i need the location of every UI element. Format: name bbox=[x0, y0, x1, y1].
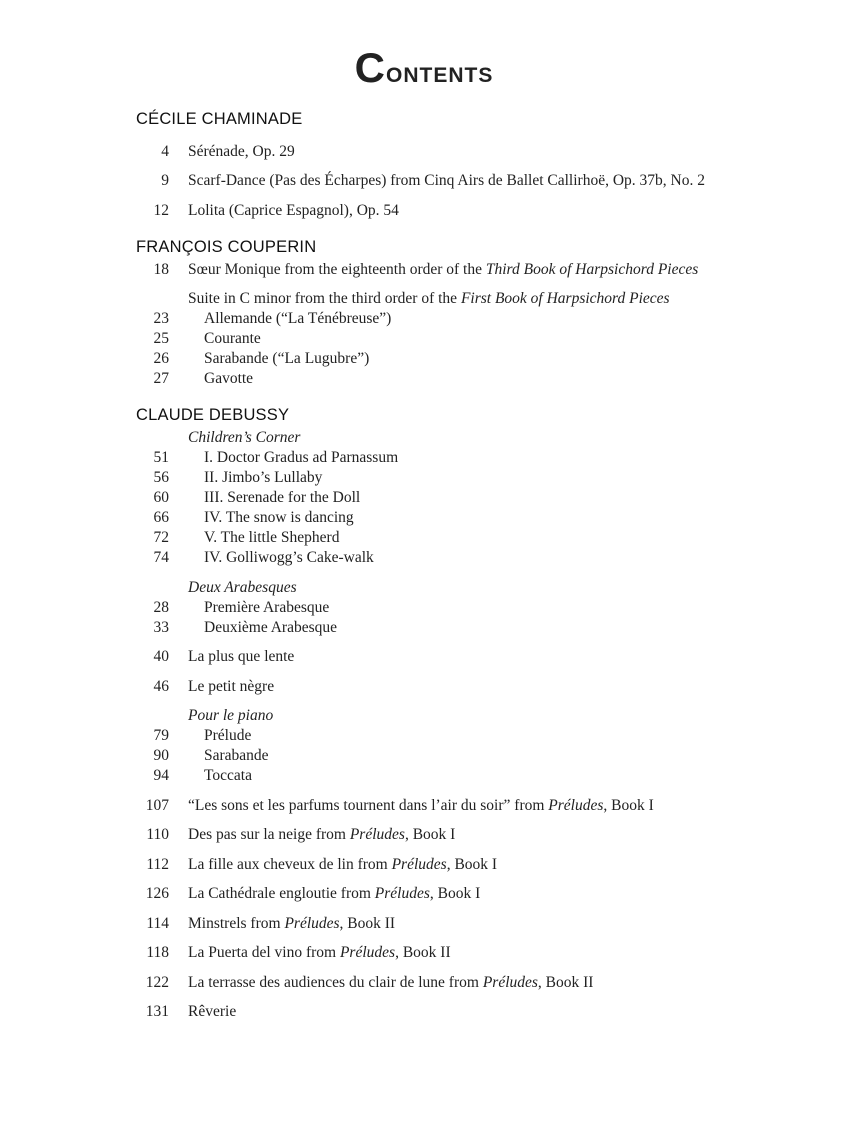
title-initial: C bbox=[354, 44, 386, 92]
entry-title: La fille aux cheveux de lin from Préludes, Book I bbox=[188, 855, 498, 873]
page-number: 40 bbox=[153, 648, 169, 665]
page-number: 18 bbox=[153, 260, 169, 278]
page-number: 66 bbox=[153, 509, 169, 526]
movement-title: Deuxième Arabesque bbox=[204, 618, 337, 636]
toc-movement bbox=[136, 548, 816, 568]
toc-movement bbox=[136, 329, 816, 349]
movement-title: I. Doctor Gradus ad Parnassum bbox=[204, 449, 399, 466]
toc-movement bbox=[136, 746, 816, 766]
page-number: 110 bbox=[146, 826, 169, 843]
toc-entry bbox=[136, 943, 816, 963]
page-title bbox=[0, 44, 848, 92]
entry-title: Suite in C minor from the third order of the First Book of Harpsichord Pieces bbox=[188, 290, 670, 307]
group-title: Pour le piano bbox=[188, 707, 274, 724]
toc-entry bbox=[136, 171, 816, 191]
movement-title: Prélude bbox=[204, 727, 252, 744]
page-number: 72 bbox=[153, 529, 169, 546]
entry-title: Sœur Monique from the eighteenth order of the Third Book of Harpsichord Pieces bbox=[188, 260, 699, 278]
suite-heading bbox=[136, 289, 816, 309]
movement-title: Sarabande (“La Lugubre”) bbox=[204, 350, 370, 367]
toc-movement bbox=[136, 349, 816, 369]
toc-entry bbox=[136, 142, 816, 162]
toc-movement bbox=[136, 309, 816, 329]
toc-entry bbox=[136, 825, 816, 845]
page-number: 107 bbox=[145, 796, 169, 814]
movement-title: Allemande (“La Ténébreuse”) bbox=[204, 310, 392, 327]
page-number: 112 bbox=[146, 855, 169, 873]
page-number: 27 bbox=[153, 370, 169, 387]
movement-title: Gavotte bbox=[204, 370, 254, 387]
toc-entry bbox=[136, 1002, 816, 1022]
composer-heading: FRANÇOIS COUPERIN bbox=[136, 237, 317, 256]
entry-title: La Cathédrale engloutie from Préludes, Book I bbox=[188, 885, 481, 902]
movement-title: Courante bbox=[204, 330, 261, 347]
group-heading bbox=[136, 428, 816, 448]
toc-entry bbox=[136, 884, 816, 904]
toc-entry bbox=[136, 914, 816, 934]
movement-title: II. Jimbo’s Lullaby bbox=[204, 469, 323, 486]
group-heading bbox=[136, 578, 816, 598]
page-number: 122 bbox=[145, 973, 169, 991]
page-number: 25 bbox=[153, 330, 169, 347]
table-of-contents bbox=[136, 104, 816, 1022]
movement-title: V. The little Shepherd bbox=[204, 529, 340, 546]
toc-movement bbox=[136, 369, 816, 389]
toc-movement bbox=[136, 598, 816, 618]
entry-title: La terrasse des audiences du clair de lune from Préludes, Book II bbox=[188, 973, 594, 991]
movement-title: IV. The snow is dancing bbox=[204, 509, 354, 526]
page-number: 9 bbox=[161, 172, 169, 189]
movement-title: Toccata bbox=[204, 767, 252, 784]
entry-title: Des pas sur la neige from Préludes, Book I bbox=[188, 826, 456, 843]
toc-movement bbox=[136, 508, 816, 528]
movement-title: III. Serenade for the Doll bbox=[204, 489, 361, 506]
toc-movement bbox=[136, 766, 816, 786]
page-number: 4 bbox=[161, 142, 169, 160]
page-number: 126 bbox=[145, 885, 169, 902]
entry-title: La Puerta del vino from Préludes, Book II bbox=[188, 944, 451, 961]
group-title: Children’s Corner bbox=[188, 429, 301, 446]
toc-movement bbox=[136, 448, 816, 468]
movement-title: Première Arabesque bbox=[204, 598, 330, 616]
group-heading bbox=[136, 706, 816, 726]
page-number: 60 bbox=[153, 489, 169, 506]
composer-heading: CÉCILE CHAMINADE bbox=[136, 110, 303, 128]
page-number: 26 bbox=[153, 350, 169, 367]
page-number: 12 bbox=[153, 201, 169, 219]
page-number: 46 bbox=[153, 677, 169, 695]
entry-title: Rêverie bbox=[188, 1003, 237, 1020]
toc-movement bbox=[136, 528, 816, 548]
entry-title: Minstrels from Préludes, Book II bbox=[188, 914, 396, 932]
page-number: 28 bbox=[153, 598, 169, 616]
toc-movement bbox=[136, 468, 816, 488]
movement-title: IV. Golliwogg’s Cake-walk bbox=[204, 549, 374, 566]
movement-title: Sarabande bbox=[204, 747, 269, 764]
entry-title: Scarf-Dance (Pas des Écharpes) from Cinq Airs de Ballet Callirhoë, Op. 37b, No. 2 bbox=[188, 172, 705, 189]
page-number: 74 bbox=[153, 549, 169, 566]
toc-entry bbox=[136, 973, 816, 993]
page-number: 118 bbox=[146, 944, 169, 961]
entry-title: Sérénade, Op. 29 bbox=[188, 142, 295, 160]
toc-entry bbox=[136, 677, 816, 697]
composer-heading: CLAUDE DEBUSSY bbox=[136, 406, 290, 424]
toc-entry bbox=[136, 855, 816, 875]
toc-entry bbox=[136, 647, 816, 667]
page-number: 90 bbox=[153, 747, 169, 764]
page-number: 114 bbox=[146, 914, 169, 932]
page-number: 23 bbox=[153, 310, 169, 327]
toc-entry bbox=[136, 260, 816, 280]
page-number: 131 bbox=[145, 1003, 169, 1020]
title-rest: ontents bbox=[386, 56, 494, 90]
page-number: 94 bbox=[153, 767, 169, 784]
toc-movement bbox=[136, 618, 816, 638]
page-number: 56 bbox=[153, 469, 169, 486]
page-number: 51 bbox=[153, 449, 169, 466]
entry-title: Lolita (Caprice Espagnol), Op. 54 bbox=[188, 201, 399, 219]
entry-title: “Les sons et les parfums tournent dans l’air du soir” from Préludes, Book I bbox=[188, 796, 654, 814]
page-number: 79 bbox=[153, 727, 169, 744]
toc-movement bbox=[136, 488, 816, 508]
toc-entry bbox=[136, 796, 816, 816]
page-number: 33 bbox=[153, 618, 169, 636]
toc-entry bbox=[136, 201, 816, 221]
toc-movement bbox=[136, 726, 816, 746]
entry-title: La plus que lente bbox=[188, 648, 295, 665]
group-title: Deux Arabesques bbox=[188, 578, 297, 596]
entry-title: Le petit nègre bbox=[188, 677, 275, 695]
